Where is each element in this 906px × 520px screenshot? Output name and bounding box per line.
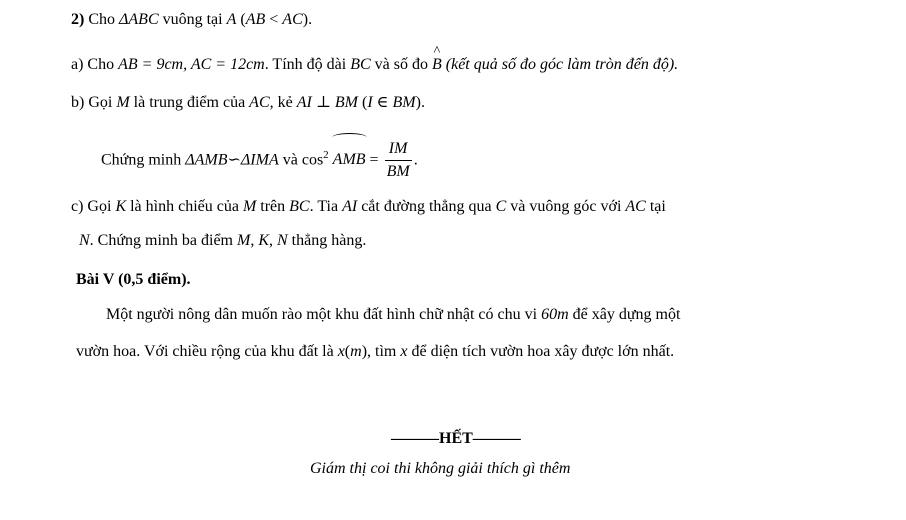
- part2-header: 2) Cho ΔABC vuông tại A (AB < AC).: [71, 11, 313, 28]
- part-b-proof-line: Chứng minh ΔAMB∽ΔIMA và $\cos^2$ AMB = $\frac{IM}{BM}$ .: [101, 133, 418, 183]
- part-a-line: a) Cho AB = 9cm, AC = 12cm. Tính độ dài BC và số đo ^ B (kết quả số đo góc làm tròn đến độ).: [71, 54, 678, 76]
- end-mark: ———HẾT———: [391, 430, 521, 447]
- part-c-line-2: N. Chứng minh ba điểm M, K, N thẳng hàng.: [79, 232, 367, 249]
- bai5-title: Bài V (0,5 điểm).: [76, 271, 191, 288]
- bai5-line-2: vườn hoa. Với chiều rộng của khu đất là x(m), tìm x để diện tích vườn hoa xây được lớn nhất.: [76, 343, 675, 360]
- angle-b: ^ B: [432, 54, 442, 76]
- part-b-line: b) Gọi M là trung điểm của AC, kẻ AI ⊥ BM (I ∈ BM).: [71, 94, 425, 111]
- part-c-line-1: c) Gọi K là hình chiếu của M trên BC. Tia AI cắt đường thẳng qua C và vuông góc với AC tại: [71, 198, 666, 215]
- fraction-im-bm: $\frac{IM}{BM}$: [386, 140, 410, 181]
- similarity-statement: ΔAMB∽ΔIMA: [185, 151, 279, 169]
- angle-amb: AMB: [333, 138, 366, 182]
- footer-note: Giám thị coi thi không giải thích gì thêm: [310, 460, 571, 477]
- bai5-line-1: Một người nông dân muốn rào một khu đất hình chữ nhật có chu vi 60m để xây dựng một: [106, 306, 681, 323]
- a-given-lengths: AB = 9cm, AC = 12cm: [118, 56, 265, 73]
